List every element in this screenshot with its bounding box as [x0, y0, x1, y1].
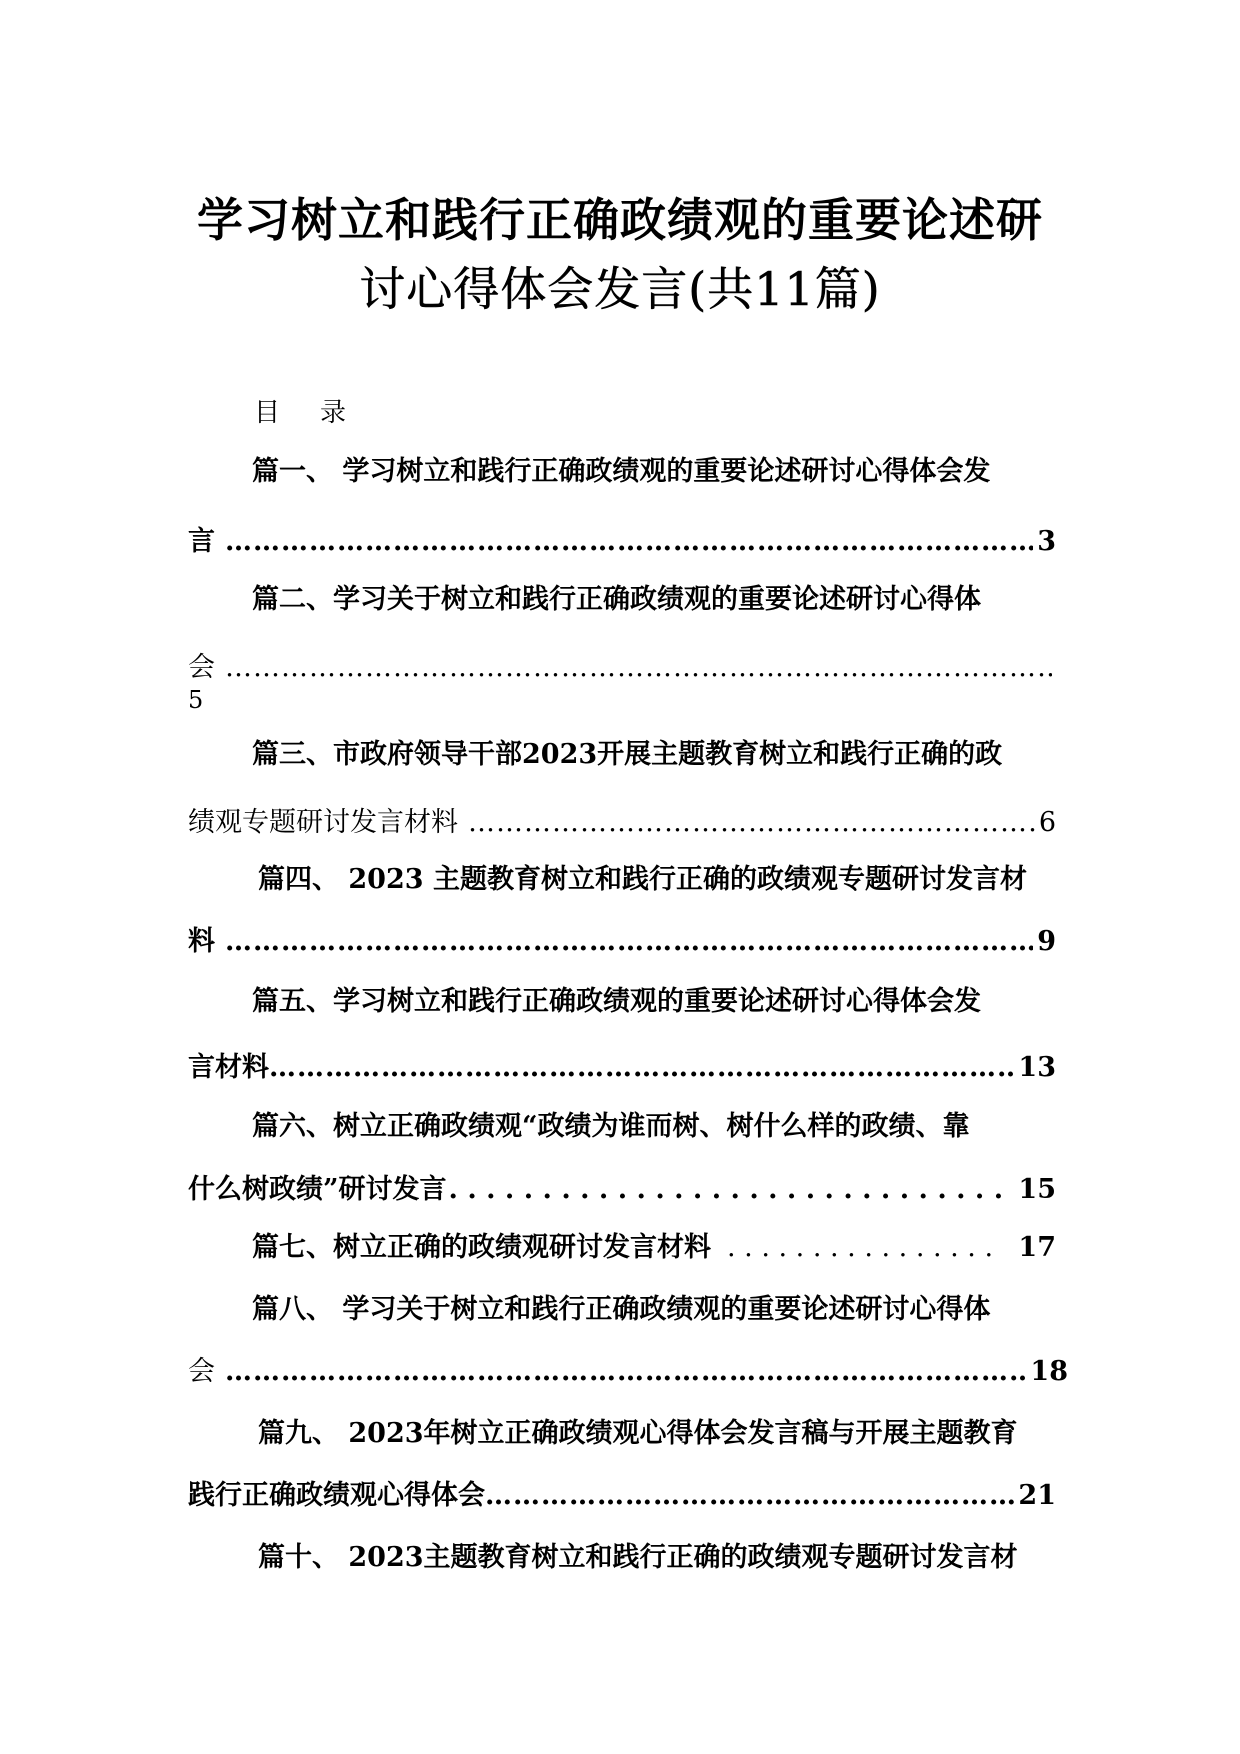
toc-entry-9-page: 21 — [1018, 1480, 1056, 1511]
toc-entry-2-page: 5 — [188, 686, 204, 714]
document-title-line-2: 讨心得体会发言(共11篇) — [359, 262, 881, 316]
toc-entry-5-page: 13 — [1018, 1052, 1056, 1083]
toc-entry-7[interactable] — [252, 1228, 1056, 1268]
toc-entry-2-continuation[interactable] — [188, 648, 1056, 688]
toc-leader-dots — [225, 648, 1052, 688]
toc-heading — [254, 392, 346, 429]
toc-entry-3-title[interactable]: 篇三、市政府领导干部2023开展主题教育树立和践行正确的政 — [252, 739, 1003, 770]
toc-leader-dots — [225, 1352, 1026, 1392]
toc-entry-4-tail: 料 — [188, 926, 215, 957]
toc-leader-dots — [727, 1228, 994, 1268]
toc-entry-10-title[interactable]: 篇十、 2023主题教育树立和践行正确的政绩观专题研讨发言材 — [258, 1542, 1018, 1573]
toc-entry-2-tail: 会 — [188, 652, 215, 683]
toc-entry-6-continuation[interactable] — [188, 1170, 1056, 1210]
toc-entry-4-title[interactable]: 篇四、 2023 主题教育树立和践行正确的政绩观专题研讨发言材 — [258, 864, 1027, 895]
toc-leader-dots — [449, 1170, 1015, 1210]
toc-heading-char-2: 录 — [320, 398, 347, 428]
toc-leader-dots — [485, 1476, 1014, 1516]
toc-entry-4-continuation[interactable] — [188, 922, 1056, 962]
toc-entry-6-title[interactable]: 篇六、树立正确政绩观“政绩为谁而树、树什么样的政绩、靠 — [252, 1111, 970, 1142]
toc-entry-8-tail: 会 — [188, 1356, 215, 1387]
toc-entry-5-tail: 言材料 — [188, 1052, 269, 1083]
toc-entry-8-title[interactable]: 篇八、 学习关于树立和践行正确政绩观的重要论述研讨心得体 — [252, 1294, 991, 1325]
toc-entry-7-page: 17 — [1018, 1232, 1056, 1263]
toc-entry-8-continuation[interactable] — [188, 1352, 1068, 1392]
toc-leader-dots — [269, 1048, 1014, 1088]
toc-entry-6-page: 15 — [1018, 1174, 1056, 1205]
document-title-line-1: 学习树立和践行正确政绩观的重要论述研 — [197, 193, 1043, 247]
toc-entry-3-continuation[interactable] — [188, 803, 1056, 843]
toc-entry-5-title[interactable]: 篇五、学习树立和践行正确政绩观的重要论述研讨心得体会发 — [252, 986, 981, 1017]
toc-entry-1-tail: 言 — [188, 526, 215, 557]
toc-entry-6-tail: 什么树政绩”研讨发言 — [188, 1174, 447, 1205]
toc-entry-9-continuation[interactable] — [188, 1476, 1056, 1516]
toc-entry-9-title[interactable]: 篇九、 2023年树立正确政绩观心得体会发言稿与开展主题教育 — [258, 1418, 1018, 1449]
toc-entry-7-title: 篇七、树立正确的政绩观研讨发言材料 — [252, 1232, 711, 1263]
toc-leader-dots — [225, 922, 1033, 962]
toc-entry-1-continuation[interactable] — [188, 522, 1056, 562]
toc-entry-2-title[interactable]: 篇二、学习关于树立和践行正确政绩观的重要论述研讨心得体 — [252, 584, 981, 615]
toc-entry-3-tail: 绩观专题研讨发言材料 — [188, 807, 458, 838]
toc-entry-3-page: 6 — [1038, 807, 1056, 838]
toc-entry-1-page: 3 — [1037, 526, 1056, 557]
toc-entry-9-tail: 践行正确政绩观心得体会 — [188, 1480, 485, 1511]
toc-entry-8-page: 18 — [1030, 1356, 1068, 1387]
toc-leader-dots — [225, 522, 1033, 562]
toc-heading-char-1: 目 — [254, 398, 281, 428]
toc-entry-5-continuation[interactable] — [188, 1048, 1056, 1088]
toc-entry-1-title[interactable]: 篇一、 学习树立和践行正确政绩观的重要论述研讨心得体会发 — [252, 456, 991, 487]
toc-entry-4-page: 9 — [1037, 926, 1056, 957]
toc-leader-dots — [468, 803, 1035, 843]
